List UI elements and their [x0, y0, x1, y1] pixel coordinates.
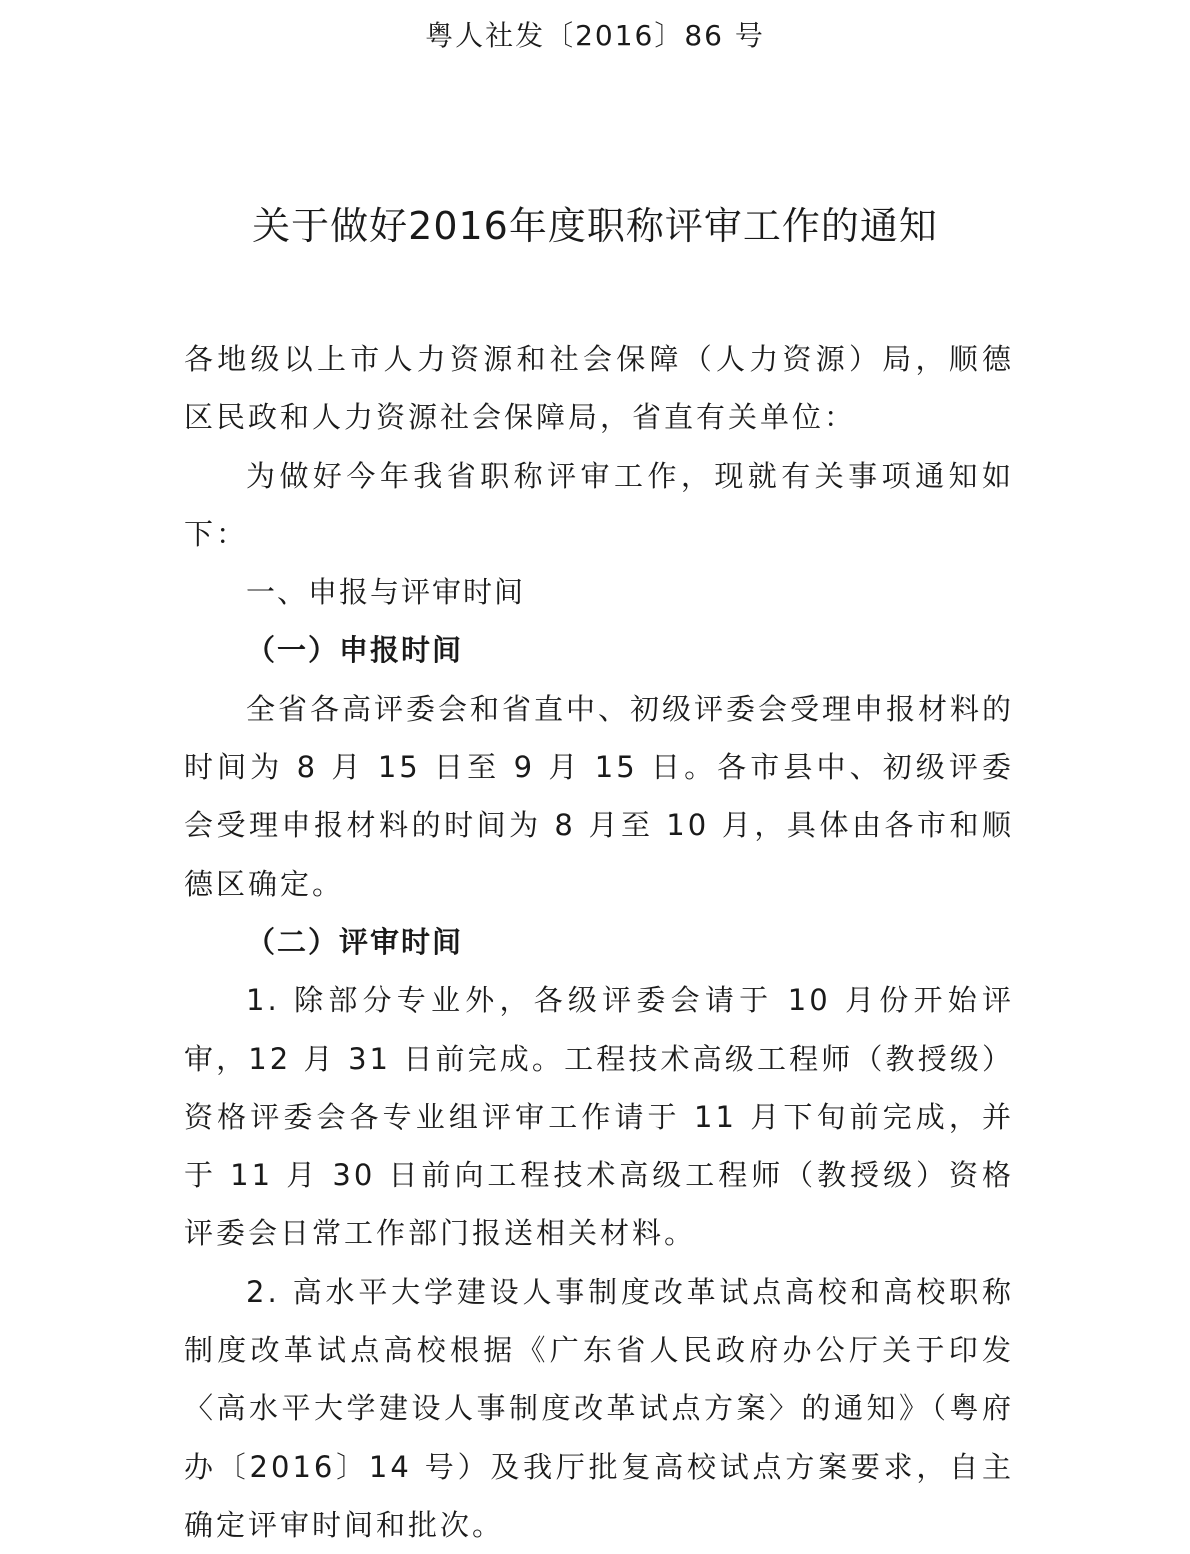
intro-paragraph: 为做好今年我省职称评审工作，现就有关事项通知如下：: [184, 458, 1014, 551]
subsection-heading-2: （二）评审时间: [246, 924, 464, 959]
document-number: 粤人社发〔2016〕86 号: [425, 19, 765, 52]
list-item-2: 2. 高水平大学建设人事制度改革试点高校和高校职称制度改革试点高校根据《广东省人民政府办公厅关于印发〈高水平大学建设人事制度改革试点方案〉的通知》（粤府办〔2016〕14 号）及我厅批复高校试点方案要求，自主确定评审时间和批次。: [184, 1274, 1014, 1542]
subsection-1-paragraph: 全省各高评委会和省直中、初级评委会受理申报材料的时间为 8 月 15 日至 9 月 15 日。各市县中、初级评委会受理申报材料的时间为 8 月至 10 月，具体由各市和顺德区确定。: [184, 691, 1015, 901]
document-body: [184, 330, 1014, 1554]
addressee-paragraph: 各地级以上市人力资源和社会保障（人力资源）局，顺德区民政和人力资源社会保障局，省直有关单位：: [184, 342, 1014, 435]
section-heading-1: 一、申报与评审时间: [246, 575, 526, 610]
document-title: 关于做好2016年度职称评审工作的通知: [252, 204, 938, 248]
list-item-1: 1. 除部分专业外，各级评委会请于 10 月份开始评审，12 月 31 日前完成。工程技术高级工程师（教授级）资格评委会各专业组评审工作请于 11 月下旬前完成，并于 11 月 30 日前向工程技术高级工程师（教授级）资格评委会日常工作部门报送相关材料。: [184, 983, 1014, 1251]
subsection-heading-1: （一）申报时间: [246, 633, 464, 668]
